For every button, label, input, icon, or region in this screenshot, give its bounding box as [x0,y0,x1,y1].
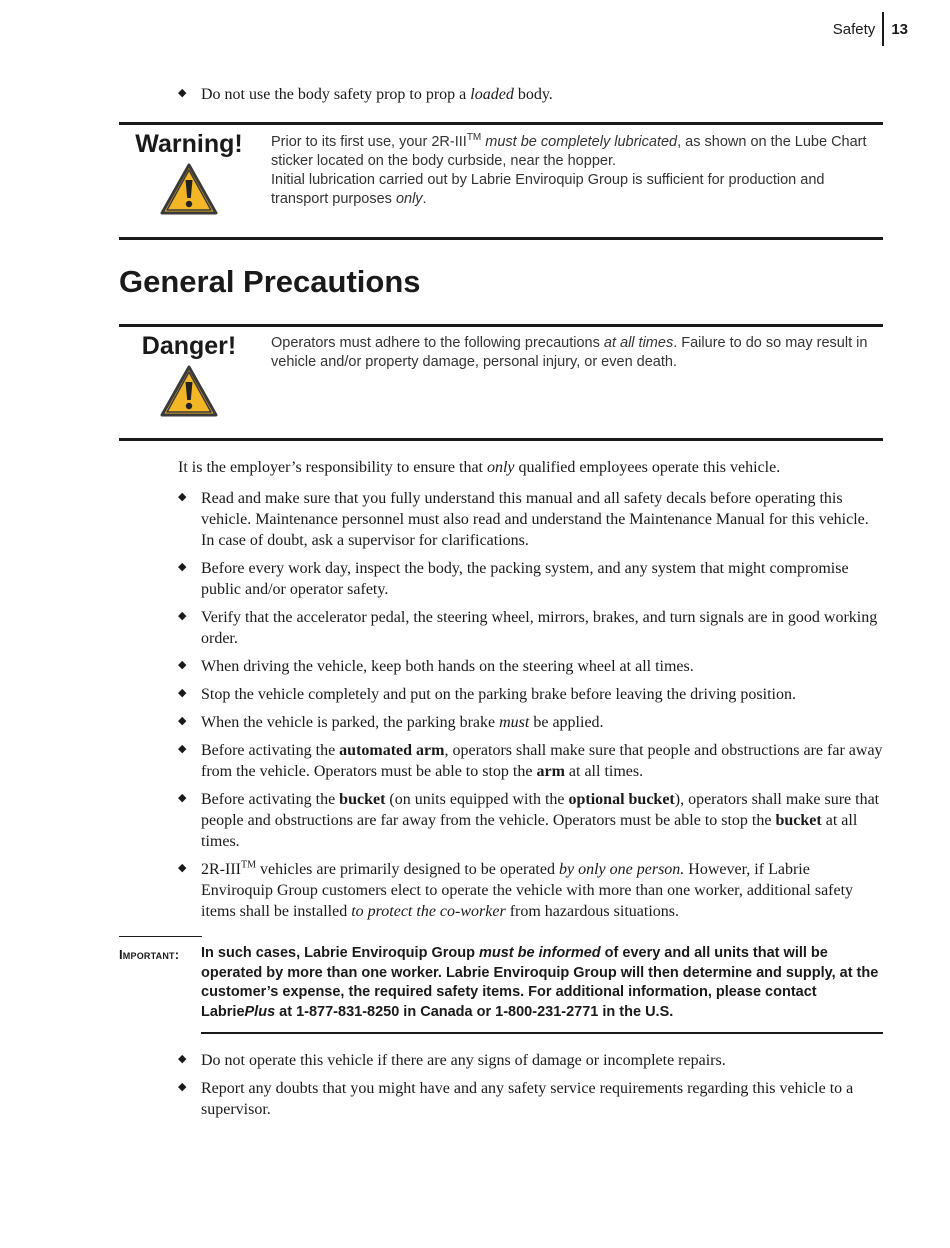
diamond-bullet-icon: ◆ [178,792,187,804]
top-bullet-list [178,84,883,112]
list-item: ◆ Do not use the body safety prop to prop a loaded body. [178,86,553,103]
diamond-bullet-icon: ◆ [178,743,187,755]
list-item: ◆ Stop the vehicle completely and put on the parking brake before leaving the driving position. [178,686,796,703]
warning-line-1: Prior to its first use, your 2R-III™ must be completely lubricated, as shown on the Lube Chart sticker located on the body curbside, near the hopper. [271,132,867,169]
diamond-bullet-icon: ◆ [178,715,187,727]
diamond-bullet-icon: ◆ [178,561,187,573]
list-item: ◆ Read and make sure that you fully understand this manual and all safety decals before operating this vehicle. Maintenance personnel must also read and understand the Maintenance Manual for this vehicle. In case of doubt, ask a supervisor for clarifications. [178,490,869,549]
list-item: ◆ 2R-III™ vehicles are primarily designed to be operated by only one person. However, if Labrie Enviroquip Group customers elect to operate the vehicle with more than one worker, additional safety items shall be installed to protect the co-worker from hazardous situations. [178,859,854,920]
danger-bottom-rule [119,438,883,441]
diamond-bullet-icon: ◆ [178,610,187,622]
danger-label: Danger! [141,332,237,360]
list-item: ◆ Verify that the accelerator pedal, the steering wheel, mirrors, brakes, and turn signals are in good working order. [178,609,878,647]
important-label: Important: [119,947,180,962]
page-number: 13 [891,20,908,38]
warning-line-2: Initial lubrication carried out by Labrie Enviroquip Group is sufficient for production and transport purposes only. [271,172,825,207]
warning-triangle-icon [159,364,219,418]
list-item: ◆ When the vehicle is parked, the parking brake must be applied. [178,714,604,731]
list-item: ◆ Before activating the bucket (on units equipped with the optional bucket), operators shall make sure that people and obstructions are far away from the vehicle. Operators must be able to stop the bucket at all times. [178,791,880,850]
running-header [833,12,908,46]
important-top-rule [119,936,202,937]
warning-triangle-icon [159,162,219,216]
warning-text [271,133,876,209]
list-item: ◆ Report any doubts that you might have and any safety service requirements regarding this vehicle to a supervisor. [178,1080,854,1118]
warning-bottom-rule [119,237,883,240]
intro-paragraph: It is the employer’s responsibility to ensure that only qualified employees operate this vehicle. [178,459,781,476]
list-item: ◆ Before activating the automated arm, operators shall make sure that people and obstructions are far away from the vehicle. Operators must be able to stop the arm at all times. [178,742,883,780]
final-precautions-list [178,1050,883,1127]
precautions-list [178,488,883,929]
diamond-bullet-icon: ◆ [178,659,187,671]
list-item: ◆ Do not operate this vehicle if there are any signs of damage or incomplete repairs. [178,1052,726,1069]
important-bottom-rule [201,1032,883,1034]
diamond-bullet-icon: ◆ [178,87,187,99]
section-title: General Precautions [119,264,421,299]
important-text: In such cases, Labrie Enviroquip Group must be informed of every and all units that will be operated by more than one worker. Labrie Enviroquip Group will then determine and supply, at the customer’s expense, the required safety items. For additional information, please contact LabriePlus at 1-877-831-8250 in Canada or 1-800-231-2771 in the U.S. [201,945,879,1020]
diamond-bullet-icon: ◆ [178,862,187,874]
list-item: ◆ Before every work day, inspect the body, the packing system, and any system that might compromise public and/or operator safety. [178,560,849,598]
diamond-bullet-icon: ◆ [178,687,187,699]
danger-text: Operators must adhere to the following precautions at all times. Failure to do so may result in vehicle and/or property damage, personal injury, or even death. [271,335,868,370]
list-item: ◆ When driving the vehicle, keep both hands on the steering wheel at all times. [178,658,694,675]
diamond-bullet-icon: ◆ [178,1081,187,1093]
warning-top-rule [119,122,883,125]
diamond-bullet-icon: ◆ [178,1053,187,1065]
section-name: Safety [832,20,876,38]
warning-label: Warning! [135,130,243,158]
diamond-bullet-icon: ◆ [178,491,187,503]
danger-top-rule [119,324,883,327]
